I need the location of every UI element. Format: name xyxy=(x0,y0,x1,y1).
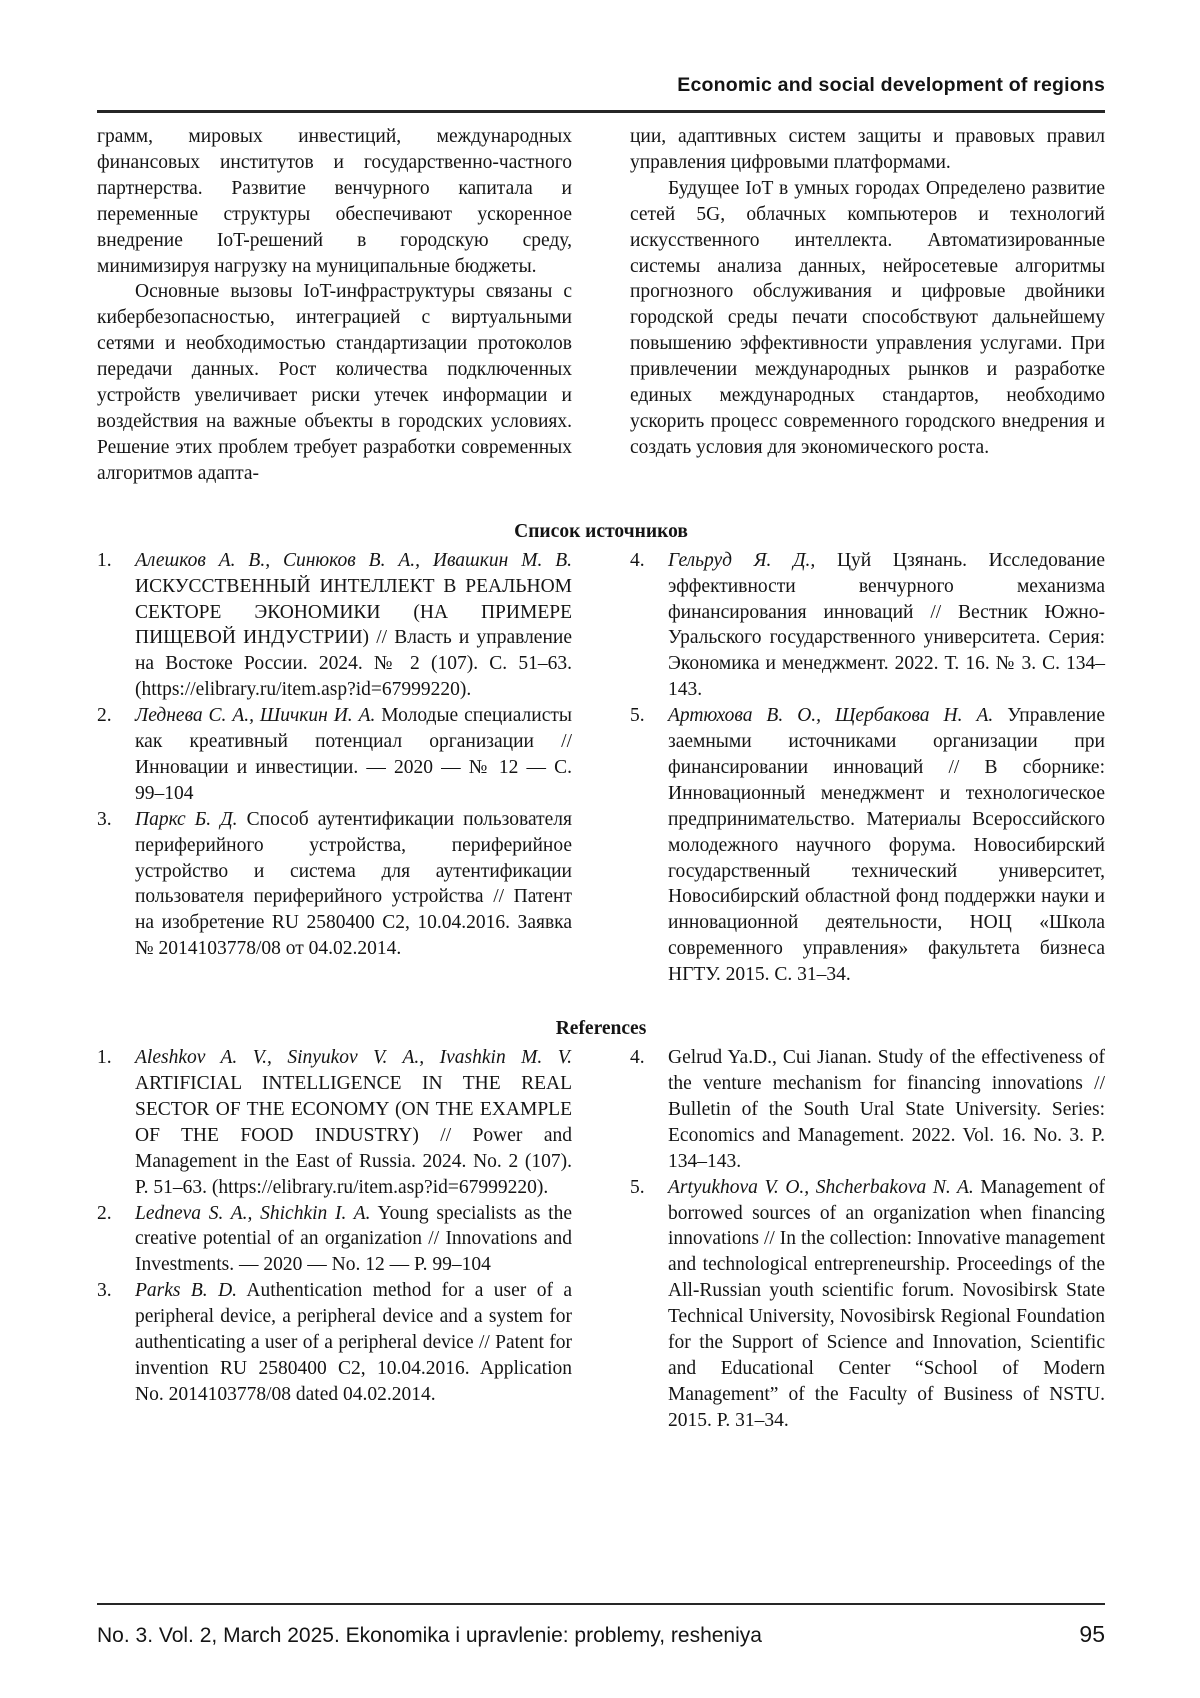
reference-authors: Леднева С. А., Шичкин И. А. xyxy=(135,705,376,727)
reference-text: Young specialists as the creative potential of an organization // Innovations and Investments. — 2020 — No. 12 — P. 99–104 xyxy=(135,1202,572,1276)
reference-text: Gelrud Ya.D., Cui Jianan. Study of the effectiveness of the venture mechanism for financing innovations // Bulletin of the South Ural State University. Series: Economics and Management. 2022. Vol. 16. No. 3. P. 134–143. xyxy=(668,1047,1105,1172)
body-paragraph: грамм, мировых инвестиций, международных финансовых институтов и государственно-частного партнерства. Развитие венчурного капитала и переменные структуры обеспечивают ускоренное внедрение IoT-решений в городскую среду, минимизируя нагрузку на муниципальные бюджеты. xyxy=(97,126,572,277)
reference-number: 4. xyxy=(630,549,645,571)
reference-number: 2. xyxy=(97,1202,112,1224)
reference-item xyxy=(97,1278,572,1408)
reference-text: Authentication method for a user of a peripheral device, a peripheral device and a system for authenticating a user of a peripheral device // Patent for invention RU 2580400 C2, 10.04.2016. Application No. 2014103778/08 dated 04.02.2014. xyxy=(135,1280,572,1405)
sources-column-left xyxy=(97,548,572,988)
reference-authors: Ledneva S. A., Shichkin I. A. xyxy=(135,1202,371,1224)
reference-authors: Паркс Б. Д. xyxy=(135,808,238,830)
reference-text: Цуй Цзянань. Исследование эффективности венчурного механизма финансирования инноваций // Вестник Южно-Уральского государственного университета. Серия: Экономика и менеджмент. 2022. Т. 16. № 3. С. 134–143. xyxy=(668,549,1106,701)
reference-number: 1. xyxy=(97,549,112,571)
reference-authors: Aleshkov A. V., Sinyukov V. A., Ivashkin M. V. xyxy=(135,1047,572,1069)
reference-item xyxy=(630,1175,1105,1434)
reference-item xyxy=(97,548,572,703)
body-column-left xyxy=(97,124,572,487)
reference-number: 2. xyxy=(97,705,112,727)
sources-list-columns xyxy=(97,548,1105,988)
reference-text: Способ аутентификации пользователя периферийного устройства, периферийное устройство и система для аутентификации пользователя периферийного устройства // Патент на изобретение RU 2580400 C2, 10.04.2016. Заявка № 2014103778/08 от 04.02.2014. xyxy=(135,808,572,960)
reference-item xyxy=(97,703,572,807)
reference-item xyxy=(630,703,1105,988)
reference-item xyxy=(630,1045,1105,1175)
references-list-columns xyxy=(97,1045,1105,1434)
sources-section-heading: Список источников xyxy=(514,520,688,542)
sources-column-right xyxy=(630,548,1105,988)
reference-item xyxy=(97,1201,572,1279)
body-paragraph: Будущее IoT в умных городах Определено развитие сетей 5G, облачных компьютеров и технологий искусственного интеллекта. Автоматизированные системы анализа данных, нейросетевые алгоритмы прогнозного обслуживания и цифровые двойники городской среды печати способствуют дальнейшему повышению эффективности управления услугами. При привлечении международных рынков и разработке единых международных стандартов, необходимо ускорить процесс современного городского внедрения и создать условия для экономического роста. xyxy=(630,177,1105,458)
reference-number: 5. xyxy=(630,705,645,727)
references-section-heading: References xyxy=(555,1018,647,1040)
reference-item xyxy=(630,548,1105,703)
reference-number: 3. xyxy=(97,808,112,830)
reference-item xyxy=(97,807,572,962)
running-head-title: Economic and social development of regions xyxy=(677,74,1105,96)
reference-text: ARTIFICIAL INTELLIGENCE IN THE REAL SECTOR OF THE ECONOMY (ON THE EXAMPLE OF THE FOOD INDUSTRY) // Power and Management in the East of Russia. 2024. No. 2 (107). P. 51–63. (https://elibrary.ru/item.asp?id=67999220). xyxy=(135,1073,572,1198)
reference-authors: Гельруд Я. Д., xyxy=(668,549,816,571)
reference-item xyxy=(97,1045,572,1200)
reference-authors: Artyukhova V. O., Shcherbakova N. A. xyxy=(668,1176,974,1198)
reference-authors: Parks B. D. xyxy=(135,1280,238,1302)
reference-text: ИСКУССТВЕННЫЙ ИНТЕЛЛЕКТ В РЕАЛЬНОМ СЕКТОРЕ ЭКОНОМИКИ (НА ПРИМЕРЕ ПИЩЕВОЙ ИНДУСТРИИ) // Власть и управление на Востоке России. 2024. № 2 (107). С. 51–63. (https://elibrary.ru/item.asp?id=67999220). xyxy=(135,575,572,701)
body-text-columns xyxy=(97,124,1105,487)
references-column-right xyxy=(630,1045,1105,1434)
reference-text: Management of borrowed sources of an organization when financing innovations // In the collection: Innovative management and technological entrepreneurship. Proceedings of the All-Russian youth scientific forum. Novosibirsk State Technical University, Novosibirsk Regional Foundation for the Support of Science and Innovation, Scientific and Educational Center “School of Modern Management” of the Faculty of Business of NSTU. 2015. P. 31–34. xyxy=(668,1176,1106,1431)
footer-journal-line: No. 3. Vol. 2, March 2025. Ekonomika i upravlenie: problemy, resheniya xyxy=(97,1624,762,1647)
references-column-left xyxy=(97,1045,572,1434)
reference-text: Молодые специалисты как креативный потенциал организации // Инновации и инвестиции. — 2020 — № 12 — С. 99–104 xyxy=(135,705,572,804)
body-column-right xyxy=(630,124,1105,487)
reference-number: 1. xyxy=(97,1047,112,1069)
page-footer xyxy=(97,1603,1105,1648)
reference-number: 4. xyxy=(630,1047,645,1069)
reference-authors: Алешков А. В., Синюков В. А., Ивашкин М. В. xyxy=(135,549,572,571)
body-paragraph: ции, адаптивных систем защиты и правовых правил управления цифровыми платформами. xyxy=(630,126,1105,173)
reference-text: Управление заемными источниками организации при финансировании инноваций // В сборнике: Инновационный менеджмент и технологическое предпринимательство. Материалы Всероссийского молодежного научного форума. Новосибирский государственный технический университет, Новосибирский областной фонд поддержки науки и инновационной деятельности, НОЦ «Школа современного управления» факультета бизнеса НГТУ. 2015. С. 31–34. xyxy=(668,705,1106,986)
reference-number: 3. xyxy=(97,1280,112,1302)
body-paragraph: Основные вызовы IoT-инфраструктуры связаны с кибербезопасностью, интеграцией с виртуальными сетями и необходимостью стандартизации протоколов передачи данных. Рост количества подключенных устройств увеличивает риски утечек информации и воздействия на важные объекты в городских условиях. Решение этих проблем требует разработки современных алгоритмов адапта- xyxy=(97,281,572,484)
reference-authors: Артюхова В. О., Щербакова Н. А. xyxy=(668,705,994,727)
footer-page-number: 95 xyxy=(1079,1621,1105,1647)
reference-number: 5. xyxy=(630,1176,645,1198)
footer-rule xyxy=(97,1603,1105,1605)
header-rule xyxy=(97,110,1105,113)
